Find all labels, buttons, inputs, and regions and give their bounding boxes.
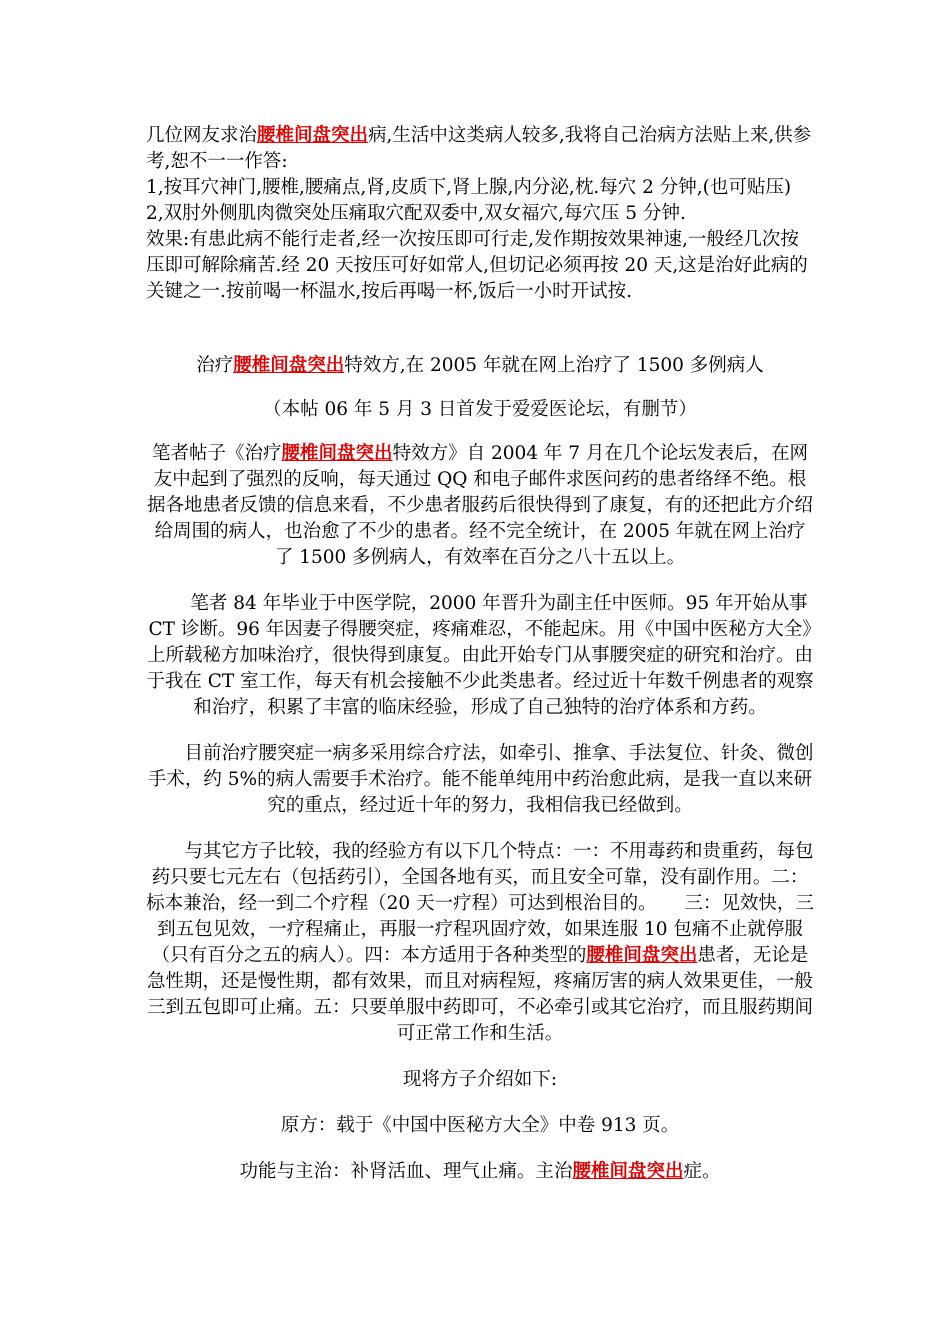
para4-text-cont: 患者，无论是急性期，还是慢性期，都有效果，而且对病程短，疼痛厉害的病人效果更佳，一般三到五包即可止痛。五：只要单服中药即可，不必牵引或其它治疗，而且服药期间可正常工作和生活。 [146,945,813,1044]
highlight-term[interactable]: 腰椎间盘突出 [281,443,393,464]
recipe-intro: 现将方子介绍如下: [402,1069,558,1090]
article-title [146,353,814,379]
recipe-source: 原方：载于《中国中医秘方大全》中卷 913 页。 [280,1115,680,1136]
method-item-1: 1,按耳穴神门,腰椎,腰痛点,肾,皮质下,肾上腺,内分泌,枕.每穴 2 分钟,(也可贴压) [146,177,792,198]
highlight-term[interactable]: 腰椎间盘突出 [257,125,369,146]
paragraph-4 [146,839,814,1047]
intro-paragraph [146,123,814,175]
function-text: 功能与主治：补肾活血、理气止痛。主治 [239,1161,573,1182]
post-note: （本帖 06 年 5 月 3 日首发于爱爱医论坛，有删节） [263,399,697,420]
highlight-term[interactable]: 腰椎间盘突出 [233,355,345,376]
para4-text: 与其它方子比较，我的经验方有以下几个特点：一：不用毒药和贵重药，每包药只要七元左右（包括药引），全国各地有买，而且安全可靠，没有副作用。二：标本兼治，经一到二个疗程（20 天一疗程）可达到根治目的。 三：见效快，三到五包见效，一疗程痛止，再服一疗程巩固疗效，如果连服 10 包痛不止就停服（只有百分之五的病人）。四：本方适用于各种类型的 [146,841,814,966]
title-text-cont: 特效方,在 2005 年就在网上治疗了 1500 多例病人 [344,355,764,376]
intro-text-cont: 病,生活中这类病人较多,我将自己治病方法贴上来,供参考,恕不一一作答: [146,125,812,172]
function-line [146,1159,814,1185]
paragraph-2: 笔者 84 年毕业于中医学院，2000 年晋升为副主任中医师。95 年开始从事 CT 诊断。96 年因妻子得腰突症，疼痛难忍，不能起床。用《中国中医秘方大全》上所载秘方加味治疗，很快得到康复。由此开始专门从事腰突症的研究和治疗。由于我在 CT 室工作，每天有机会接触不少此类患者。经过近十年数千例患者的观察和治疗，积累了丰富的临床经验，形成了自己独特的治疗体系和方药。 [146,593,814,718]
method-item-2: 2,双肘外侧肌肉微突处压痛取穴配双委中,双女福穴,每穴压 5 分钟. [146,203,686,224]
para1-text-cont: 特效方》自 2004 年 7 月在几个论坛发表后，在网友中起到了强烈的反响，每天通过 QQ 和电子邮件求医问药的患者络绎不绝。根据各地患者反馈的信息来看，不少患者服药后很快得到了康复，有的还把此方介绍给周围的病人，也治愈了不少的患者。经不完全统计，在 2005 年就在网上治疗了 1500 多例病人，有效率在百分之八十五以上。 [146,443,813,568]
title-text: 治疗 [196,355,234,376]
effect-paragraph: 效果:有患此病不能行走者,经一次按压即可行走,发作期按效果神速,一般经几次按压即可解除痛苦.经 20 天按压可好如常人,但切记必须再按 20 天,这是治好此病的关键之一.按前喝一杯温水,按后再喝一杯,饭后一小时开试按. [146,229,808,302]
highlight-term[interactable]: 腰椎间盘突出 [572,1161,684,1182]
paragraph-1 [146,441,814,571]
intro-text: 几位网友求治 [146,125,258,146]
function-text-cont: 症。 [683,1161,721,1182]
para1-text: 笔者帖子《治疗 [152,443,282,464]
paragraph-3: 目前治疗腰突症一病多采用综合疗法，如牵引、推拿、手法复位、针灸、微创手术，约 5%的病人需要手术治疗。能不能单纯用中药治愈此病，是我一直以来研究的重点，经过近十年的努力，我相信我已经做到。 [147,743,814,816]
highlight-term[interactable]: 腰椎间盘突出 [586,945,698,966]
document-body [146,123,814,1185]
